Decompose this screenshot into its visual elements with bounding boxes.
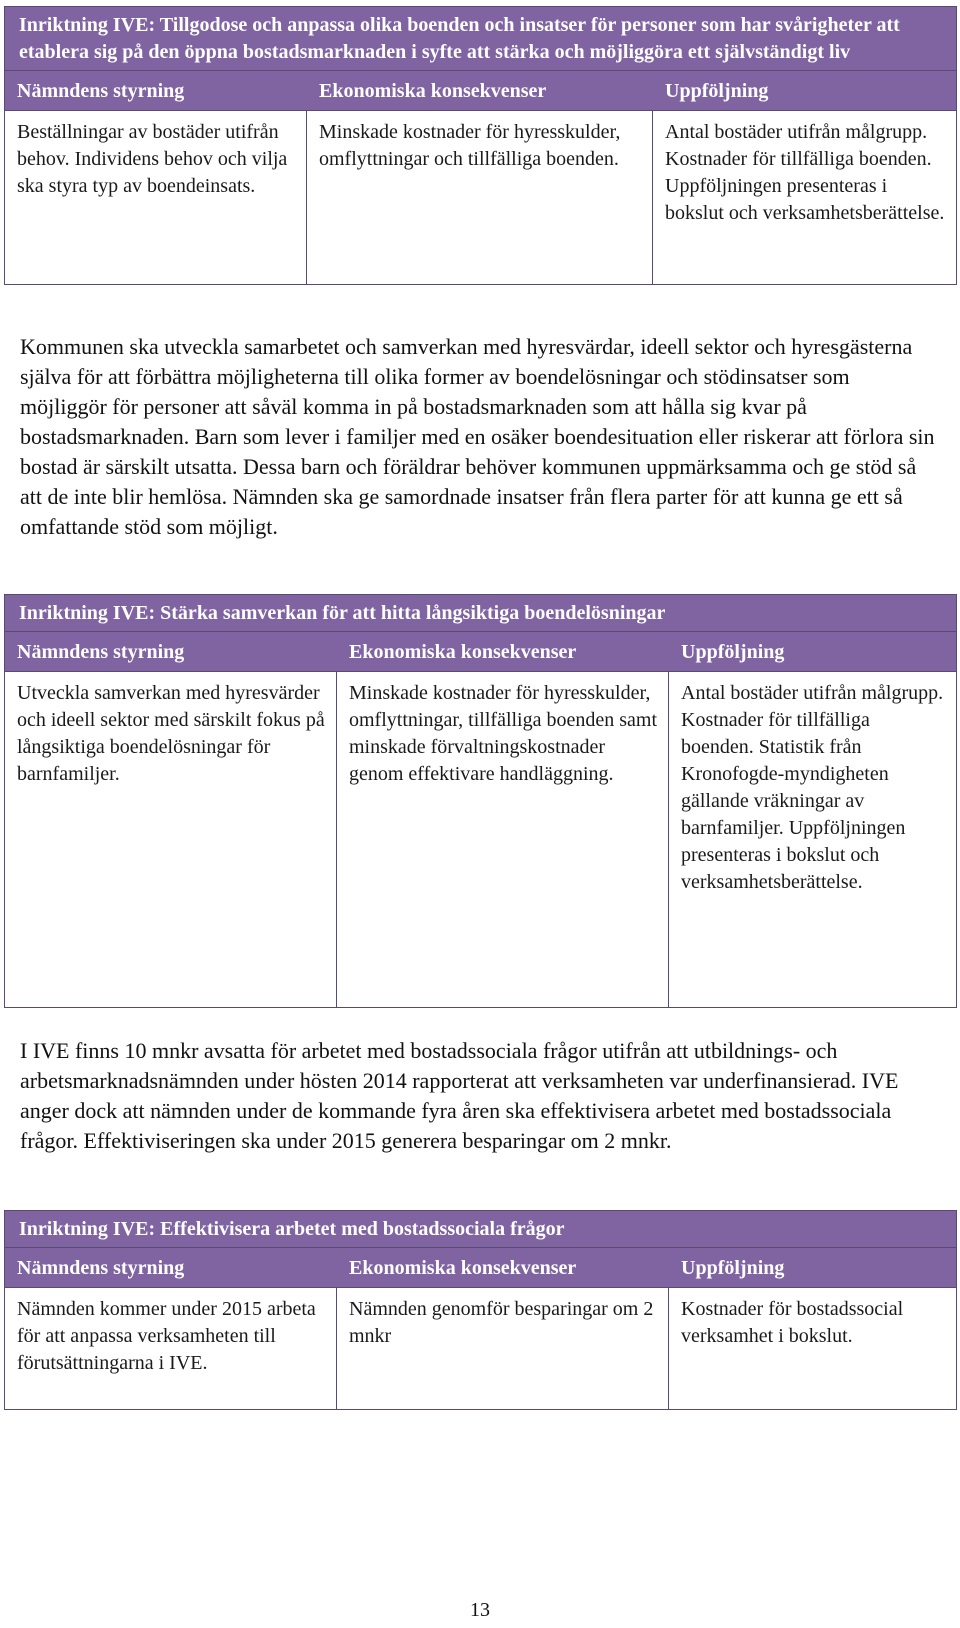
policy-table-1 [4, 6, 957, 285]
table-header-row [5, 1248, 957, 1288]
column-header-ekonomiska-konsekvenser: Ekonomiska konsekvenser [337, 632, 669, 672]
policy-table-2 [4, 594, 957, 1008]
table-header-row [5, 71, 957, 111]
column-header-uppfoljning: Uppföljning [669, 632, 957, 672]
table-row [5, 1288, 957, 1410]
page-number: 13 [470, 1599, 490, 1621]
table-row [5, 111, 957, 285]
column-header-ekonomiska-konsekvenser: Ekonomiska konsekvenser [307, 71, 653, 111]
body-paragraph-2: I IVE finns 10 mnkr avsatta för arbetet med bostadssociala frågor utifrån att utbildnings- och arbetsmarknadsnämnden under hösten 2014 rapporterat att verksamheten var underfinansierad. IVE anger dock att nämnden under de kommande fyra åren ska effektivisera arbetet med bostadssociala frågor. Effektiviseringen ska under 2015 generera besparingar om 2 mnkr. [20, 1038, 899, 1153]
table-header-row [5, 632, 957, 672]
table-row [5, 672, 957, 1008]
column-header-ekonomiska-konsekvenser: Ekonomiska konsekvenser [337, 1248, 669, 1288]
column-header-styrning: Nämndens styrning [5, 632, 337, 672]
column-header-styrning: Nämndens styrning [5, 1248, 337, 1288]
table-title: Inriktning IVE: Stärka samverkan för att hitta långsiktiga boendelösningar [5, 595, 957, 632]
cell-ekonomiska-konsekvenser: Minskade kostnader för hyresskulder, omflyttningar och tillfälliga boenden. [307, 111, 653, 285]
cell-uppfoljning: Antal bostäder utifrån målgrupp. Kostnader för tillfälliga boenden. Statistik från Kronofogde-myndigheten gällande vräkningar av barnfamiljer. Uppföljningen presenteras i bokslut och verksamhetsberättelse. [669, 672, 957, 1008]
table-title: Inriktning IVE: Tillgodose och anpassa olika boenden och insatser för personer som har svårigheter att etablera sig på den öppna bostadsmarknaden i syfte att stärka och möjliggöra ett självständigt liv [5, 7, 957, 71]
column-header-uppfoljning: Uppföljning [669, 1248, 957, 1288]
cell-uppfoljning: Antal bostäder utifrån målgrupp. Kostnader för tillfälliga boenden. Uppföljningen presenteras i bokslut och verksamhetsberättelse. [653, 111, 957, 285]
column-header-uppfoljning: Uppföljning [653, 71, 957, 111]
cell-styrning: Nämnden kommer under 2015 arbeta för att anpassa verksamheten till förutsättningarna i IVE. [5, 1288, 337, 1410]
table-title: Inriktning IVE: Effektivisera arbetet med bostadssociala frågor [5, 1211, 957, 1248]
body-paragraph-1: Kommunen ska utveckla samarbetet och samverkan med hyresvärdar, ideell sektor och hyresgästerna själva för att förbättra möjligheterna till olika former av boendelösningar och stödinsatser som möjliggör för personer att såväl komma in på bostadsmarknaden som att hålla sig kvar på bostadsmarknaden. Barn som lever i familjer med en osäker boendesituation eller riskerar att förlora sin bostad är särskilt utsatta. Dessa barn och föräldrar behöver kommunen uppmärksamma och ge stöd så att de inte blir hemlösa. Nämnden ska ge samordnade insatser från flera parter för att kunna ge ett så omfattande stöd som möjligt. [20, 334, 935, 539]
cell-styrning: Utveckla samverkan med hyresvärder och ideell sektor med särskilt fokus på långsiktiga boendelösningar för barnfamiljer. [5, 672, 337, 1008]
cell-styrning: Beställningar av bostäder utifrån behov. Individens behov och vilja ska styra typ av boendeinsats. [5, 111, 307, 285]
cell-ekonomiska-konsekvenser: Minskade kostnader för hyresskulder, omflyttningar, tillfälliga boenden samt minskade förvaltningskostnader genom effektivare handläggning. [337, 672, 669, 1008]
cell-ekonomiska-konsekvenser: Nämnden genomför besparingar om 2 mnkr [337, 1288, 669, 1410]
cell-uppfoljning: Kostnader för bostadssocial verksamhet i bokslut. [669, 1288, 957, 1410]
policy-table-3 [4, 1210, 957, 1410]
column-header-styrning: Nämndens styrning [5, 71, 307, 111]
